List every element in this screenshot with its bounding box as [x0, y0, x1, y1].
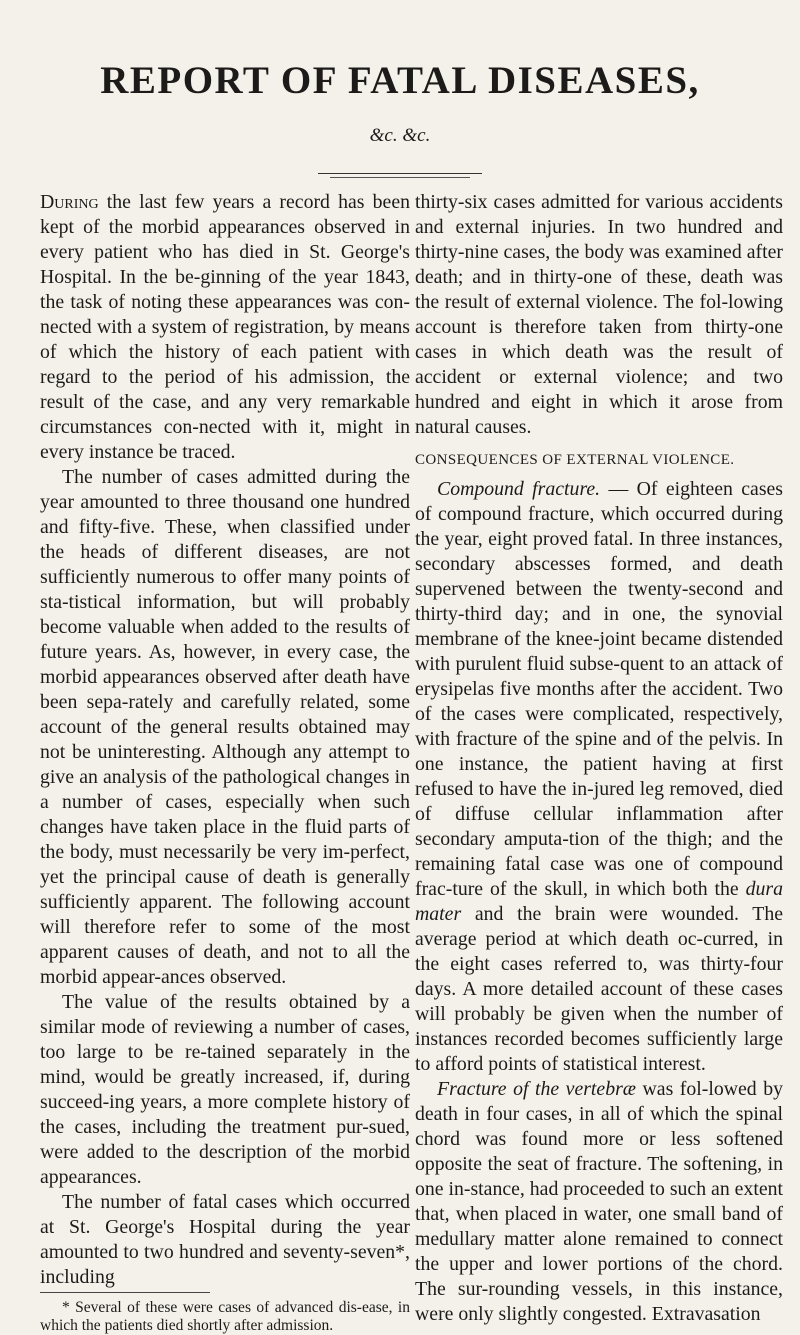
header-rule-bottom — [330, 177, 470, 178]
intro-lead-word: During — [40, 191, 99, 213]
dura-mater-term: dura mater — [415, 878, 783, 925]
compound-fracture-term: Compound fracture. — [437, 478, 601, 500]
compound-fracture-text-a: — Of eighteen cases of compound fracture, which occurred during the year, eight proved fatal. In three instances, secondary abscesses formed, and death supervened between the twenty-second and thirty-third day; and in one, the synovial membrane of the knee-joint became distended with purulent fluid subse-quent to an attack of erysipelas five months after the accident. Two of the cases were complicated, respectively, with fracture of the spine and of the pelvis. In one instance, the patient having at first refused to have the in-jured leg removed, died of diffuse cellular inflammation after secondary amputa-tion of the thigh; and the remaining fatal case was one of compound frac-ture of the skull, in which both the — [415, 478, 783, 900]
footnote-rule — [40, 1292, 210, 1293]
right-column — [415, 190, 783, 1327]
results-value-paragraph: The value of the results obtained by a similar mode of reviewing a number of cases, too large to be re-tained separately in the mind, would be greatly increased, if, during succeed-ing years, a more complete history of the cases, including the treatment pur-sued, were added to the description of the morbid appearances. — [40, 991, 410, 1188]
section-heading: CONSEQUENCES OF EXTERNAL VIOLENCE. — [415, 452, 735, 468]
fatal-cases-paragraph: The number of fatal cases which occurred at St. George's Hospital during the year amounted to two hundred and seventy-seven*, including — [40, 1191, 410, 1288]
report-title: REPORT OF FATAL DISEASES, — [100, 59, 700, 102]
left-column — [40, 190, 410, 1335]
intro-text: the last few years a record has been kept of the morbid appearances observed in every patient who has died in St. George's Hospital. In the be-ginning of the year 1843, the task of noting these appearances was con-nected with a system of registration, by means of which the history of each patient with regard to the period of his admission, the result of the case, and any very remarkable circumstances con-nected with it, might in every instance be traced. — [40, 191, 410, 463]
cases-admitted-paragraph: The number of cases admitted during the year amounted to three thousand one hundred and fifty-five. These, when classified under the heads of different diseases, are not sufficiently numerous to offer many points of sta-tistical information, but will probably become valuable when added to the results of future years. As, however, in every case, the morbid appearances observed after death have been sepa-rately and carefully related, some account of the general results obtained may not be uninteresting. Although any attempt to give an analysis of the pathological changes in a number of cases, especially when such changes have taken place in the fluid parts of the body, must necessarily be very im-perfect, yet the principal cause of death is generally sufficiently apparent. The following account will therefore refer to some of the most apparent causes of death, and not to all the morbid appear-ances observed. — [40, 466, 410, 988]
vertebrae-fracture-paragraph — [415, 1077, 783, 1327]
footnote: * Several of these were cases of advanced dis-ease, in which the patients died shortly after admission. — [40, 1299, 410, 1334]
vertebrae-fracture-term: Fracture of the vertebræ — [437, 1078, 636, 1100]
header-rule-top — [318, 173, 482, 174]
vertebrae-fracture-text: was fol-lowed by death in four cases, in all of which the spinal chord was found more or less softened opposite the seat of fracture. The softening, in one in-stance, had proceeded to such an extent that, when placed in water, one small band of medullary matter alone remained to connect the upper and lower portions of the chord. The sur-rounding vessels, in this instance, were only slightly congested. Extravasation — [415, 1078, 784, 1325]
intro-paragraph — [40, 190, 410, 465]
report-subtitle: &c. &c. — [369, 125, 431, 146]
compound-fracture-paragraph — [415, 477, 783, 1077]
compound-fracture-text-b: and the brain were wounded. The average period at which death oc-curred, in the eight cases referred to, was thirty-four days. A more detailed account of these cases will probably be given when the number of instances recorded becomes sufficiently large to afford points of statistical interest. — [415, 903, 783, 1075]
accidents-paragraph: thirty-six cases admitted for various accidents and external injuries. In two hundred and thirty-nine cases, the body was examined after death; and in thirty-one of these, death was the result of external violence. The fol-lowing account is therefore taken from thirty-one cases in which death was the result of accident or external violence; and two hundred and eight in which it arose from natural causes. — [415, 191, 783, 438]
